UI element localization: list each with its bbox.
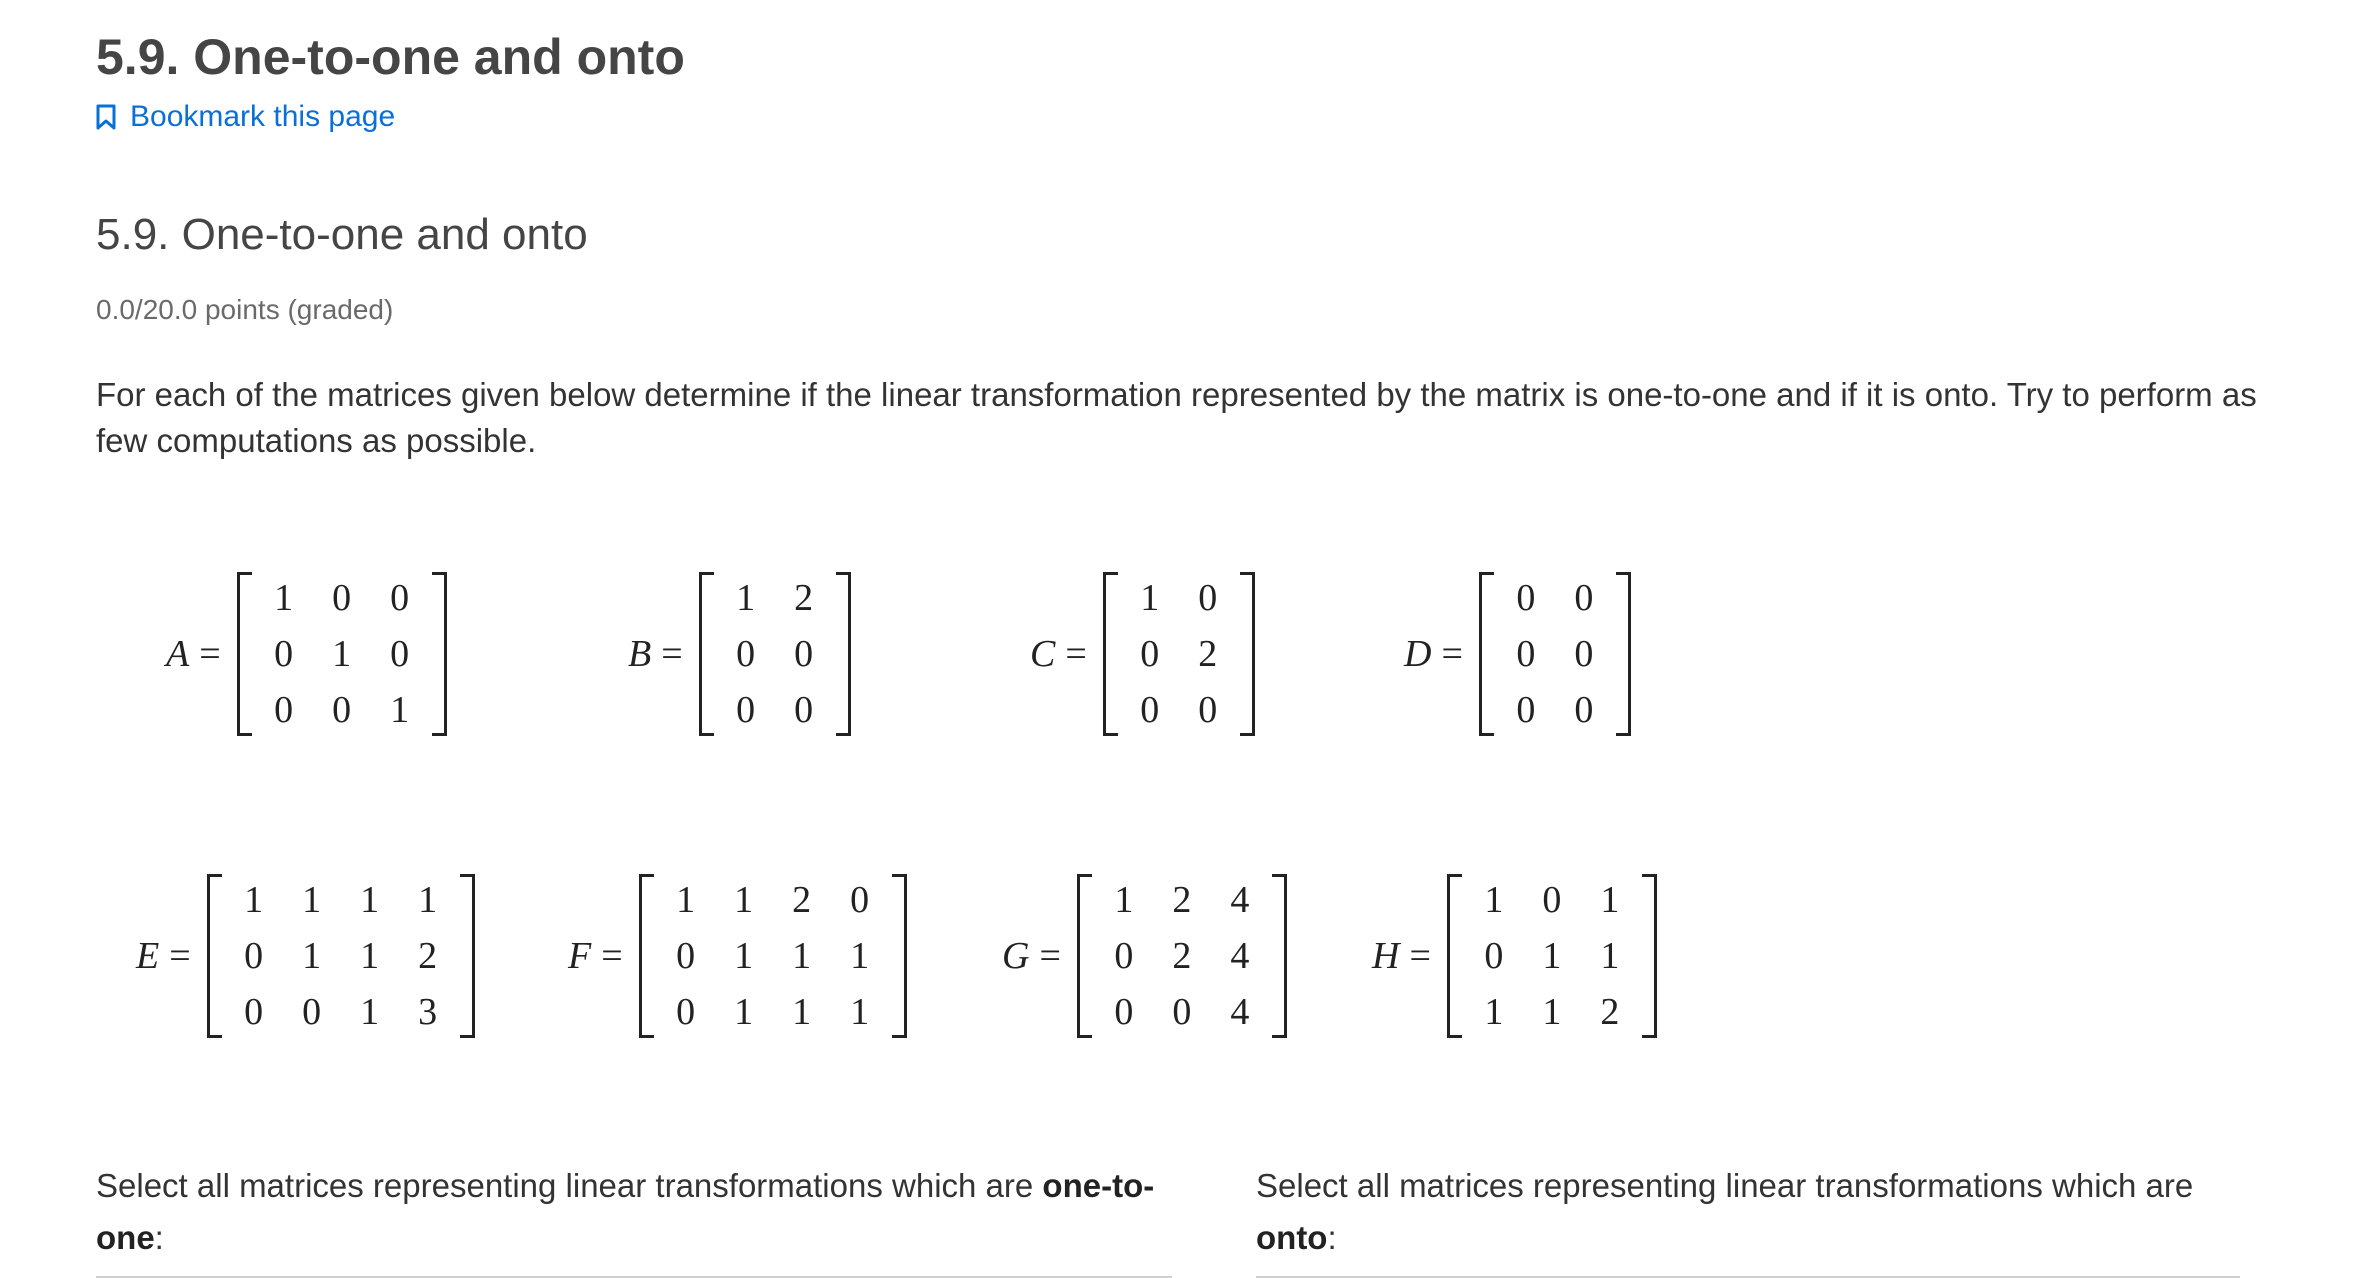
matrix-g bbox=[1077, 872, 1287, 1040]
onto-question bbox=[1256, 1160, 2256, 1264]
matrix-entry: 0 bbox=[302, 991, 322, 1033]
matrix-b-block bbox=[628, 570, 851, 738]
bookmark-button[interactable] bbox=[96, 100, 395, 134]
matrix-c bbox=[1103, 570, 1255, 738]
matrix-entry: 1 bbox=[332, 633, 352, 675]
matrix-entry: 1 bbox=[360, 879, 380, 921]
matrix-entry: 1 bbox=[1600, 935, 1620, 977]
matrix-row bbox=[1121, 626, 1237, 682]
matrix-entry: 1 bbox=[736, 577, 756, 619]
equals-sign: = bbox=[1039, 935, 1061, 977]
equals-sign: = bbox=[169, 935, 191, 977]
matrix-row bbox=[1465, 984, 1639, 1040]
equals-sign: = bbox=[1065, 633, 1087, 675]
question-emphasis: onto bbox=[1256, 1219, 1328, 1256]
matrix-entry: 1 bbox=[390, 689, 410, 731]
question-suffix: : bbox=[154, 1219, 164, 1256]
equals-sign: = bbox=[661, 633, 683, 675]
matrix-entry: 1 bbox=[1114, 879, 1134, 921]
matrix-entry: 1 bbox=[1542, 991, 1562, 1033]
question-suffix: : bbox=[1327, 1219, 1337, 1256]
problem-instructions: For each of the matrices given below determine if the linear transformation represented by the matrix is one-to-one and if it is onto. Try to perform as few computations as possible. bbox=[96, 376, 2257, 459]
matrix-e-block bbox=[136, 872, 475, 1040]
matrix-entry: 1 bbox=[274, 577, 294, 619]
matrix-entry: 0 bbox=[736, 689, 756, 731]
matrix-entry: 0 bbox=[850, 879, 870, 921]
matrix-entry: 2 bbox=[1600, 991, 1620, 1033]
matrix-row bbox=[225, 984, 457, 1040]
question-emphasis: one-to-one bbox=[96, 1167, 1155, 1256]
matrix-entry: 1 bbox=[850, 935, 870, 977]
page-title: 5.9. One-to-one and onto bbox=[96, 29, 685, 85]
matrix-entry: 2 bbox=[418, 935, 438, 977]
problem-title: 5.9. One-to-one and onto bbox=[96, 210, 588, 259]
matrix-entry: 0 bbox=[1516, 633, 1536, 675]
matrix-entry: 1 bbox=[676, 879, 696, 921]
matrix-entry: 0 bbox=[1198, 577, 1218, 619]
matrix-table bbox=[1497, 570, 1613, 738]
matrix-entry: 0 bbox=[1516, 689, 1536, 731]
matrix-table bbox=[717, 570, 833, 738]
matrix-a bbox=[237, 570, 447, 738]
matrix-entry: 0 bbox=[1574, 577, 1594, 619]
matrix-entry: 2 bbox=[792, 879, 812, 921]
matrix-row bbox=[225, 928, 457, 984]
matrix-e bbox=[207, 872, 475, 1040]
matrix-entry: 0 bbox=[390, 577, 410, 619]
matrix-entry: 0 bbox=[1114, 935, 1134, 977]
question-text: Select all matrices representing linear transformations which are bbox=[1256, 1167, 2194, 1204]
points-status: 0.0/20.0 points (graded) bbox=[96, 294, 394, 325]
matrix-table bbox=[1121, 570, 1237, 738]
matrix-entry: 0 bbox=[676, 935, 696, 977]
matrix-c-block bbox=[1030, 570, 1255, 738]
bookmark-icon bbox=[96, 104, 116, 130]
matrix-entry: 0 bbox=[332, 689, 352, 731]
matrix-entry: 1 bbox=[734, 991, 754, 1033]
matrix-row bbox=[255, 570, 429, 626]
one-to-one-question bbox=[96, 1160, 1176, 1264]
matrix-label: D bbox=[1404, 633, 1432, 675]
question-text: Select all matrices representing linear transformations which are bbox=[96, 1167, 1043, 1204]
matrix-entry: 0 bbox=[736, 633, 756, 675]
matrix-entry: 2 bbox=[794, 577, 814, 619]
matrix-entry: 0 bbox=[1574, 633, 1594, 675]
matrix-entry: 1 bbox=[244, 879, 264, 921]
matrix-row bbox=[1121, 570, 1237, 626]
matrix-entry: 0 bbox=[1140, 633, 1160, 675]
matrix-entry: 0 bbox=[274, 689, 294, 731]
matrix-entry: 0 bbox=[676, 991, 696, 1033]
matrix-row bbox=[657, 872, 889, 928]
matrix-entry: 0 bbox=[332, 577, 352, 619]
matrix-entry: 1 bbox=[792, 935, 812, 977]
matrix-entry: 1 bbox=[360, 935, 380, 977]
matrix-label: A bbox=[166, 633, 190, 675]
matrix-label: C bbox=[1030, 633, 1056, 675]
matrix-entry: 1 bbox=[1140, 577, 1160, 619]
matrix-entry: 1 bbox=[1484, 879, 1504, 921]
matrix-row bbox=[1465, 928, 1639, 984]
matrix-entry: 0 bbox=[274, 633, 294, 675]
matrix-row bbox=[255, 626, 429, 682]
matrix-row bbox=[1095, 928, 1269, 984]
equals-sign: = bbox=[199, 633, 221, 675]
matrix-entry: 1 bbox=[850, 991, 870, 1033]
matrix-entry: 0 bbox=[1484, 935, 1504, 977]
matrix-entry: 4 bbox=[1230, 991, 1250, 1033]
matrix-table bbox=[657, 872, 889, 1040]
matrix-entry: 0 bbox=[244, 935, 264, 977]
matrix-d bbox=[1479, 570, 1631, 738]
matrix-entry: 0 bbox=[1114, 991, 1134, 1033]
matrix-row bbox=[1095, 872, 1269, 928]
matrix-h bbox=[1447, 872, 1657, 1040]
matrix-row bbox=[1465, 872, 1639, 928]
matrix-row bbox=[657, 928, 889, 984]
matrix-entry: 0 bbox=[390, 633, 410, 675]
matrix-f-block bbox=[568, 872, 907, 1040]
matrix-row bbox=[717, 682, 833, 738]
matrix-label: G bbox=[1002, 935, 1030, 977]
matrix-row bbox=[1497, 682, 1613, 738]
matrix-entry: 0 bbox=[1198, 689, 1218, 731]
matrix-table bbox=[1465, 872, 1639, 1040]
matrix-row bbox=[1121, 682, 1237, 738]
matrix-entry: 1 bbox=[302, 935, 322, 977]
matrix-table bbox=[225, 872, 457, 1040]
matrix-row bbox=[1095, 984, 1269, 1040]
matrix-entry: 1 bbox=[302, 879, 322, 921]
matrix-table bbox=[255, 570, 429, 738]
matrix-entry: 4 bbox=[1230, 879, 1250, 921]
matrix-g-block bbox=[1002, 872, 1287, 1040]
bookmark-label: Bookmark this page bbox=[130, 100, 396, 133]
matrix-entry: 4 bbox=[1230, 935, 1250, 977]
matrix-row bbox=[255, 682, 429, 738]
matrix-entry: 0 bbox=[794, 689, 814, 731]
matrix-entry: 0 bbox=[1574, 689, 1594, 731]
matrix-entry: 0 bbox=[1172, 991, 1192, 1033]
equals-sign: = bbox=[601, 935, 623, 977]
matrix-entry: 0 bbox=[1542, 879, 1562, 921]
matrix-a-block bbox=[166, 570, 447, 738]
matrix-entry: 1 bbox=[792, 991, 812, 1033]
matrix-entry: 3 bbox=[418, 991, 438, 1033]
matrix-entry: 1 bbox=[1484, 991, 1504, 1033]
matrix-row bbox=[1497, 570, 1613, 626]
matrix-label: H bbox=[1372, 935, 1400, 977]
matrix-entry: 1 bbox=[418, 879, 438, 921]
matrix-entry: 1 bbox=[1542, 935, 1562, 977]
matrix-row bbox=[717, 626, 833, 682]
matrix-entry: 1 bbox=[734, 879, 754, 921]
matrix-entry: 0 bbox=[1140, 689, 1160, 731]
equals-sign: = bbox=[1441, 633, 1463, 675]
matrix-label: F bbox=[568, 935, 592, 977]
matrix-entry: 0 bbox=[244, 991, 264, 1033]
matrix-entry: 0 bbox=[1516, 577, 1536, 619]
matrix-h-block bbox=[1372, 872, 1657, 1040]
matrix-entry: 0 bbox=[794, 633, 814, 675]
matrix-entry: 1 bbox=[1600, 879, 1620, 921]
matrix-table bbox=[1095, 872, 1269, 1040]
matrix-row bbox=[657, 984, 889, 1040]
matrix-entry: 1 bbox=[734, 935, 754, 977]
equals-sign: = bbox=[1409, 935, 1431, 977]
matrix-row bbox=[1497, 626, 1613, 682]
matrix-entry: 2 bbox=[1172, 879, 1192, 921]
matrix-entry: 1 bbox=[360, 991, 380, 1033]
matrix-label: E bbox=[136, 935, 160, 977]
matrix-row bbox=[717, 570, 833, 626]
matrix-entry: 2 bbox=[1172, 935, 1192, 977]
matrix-row bbox=[225, 872, 457, 928]
matrix-entry: 2 bbox=[1198, 633, 1218, 675]
matrix-label: B bbox=[628, 633, 652, 675]
matrix-f bbox=[639, 872, 907, 1040]
matrix-b bbox=[699, 570, 851, 738]
matrix-d-block bbox=[1404, 570, 1631, 738]
